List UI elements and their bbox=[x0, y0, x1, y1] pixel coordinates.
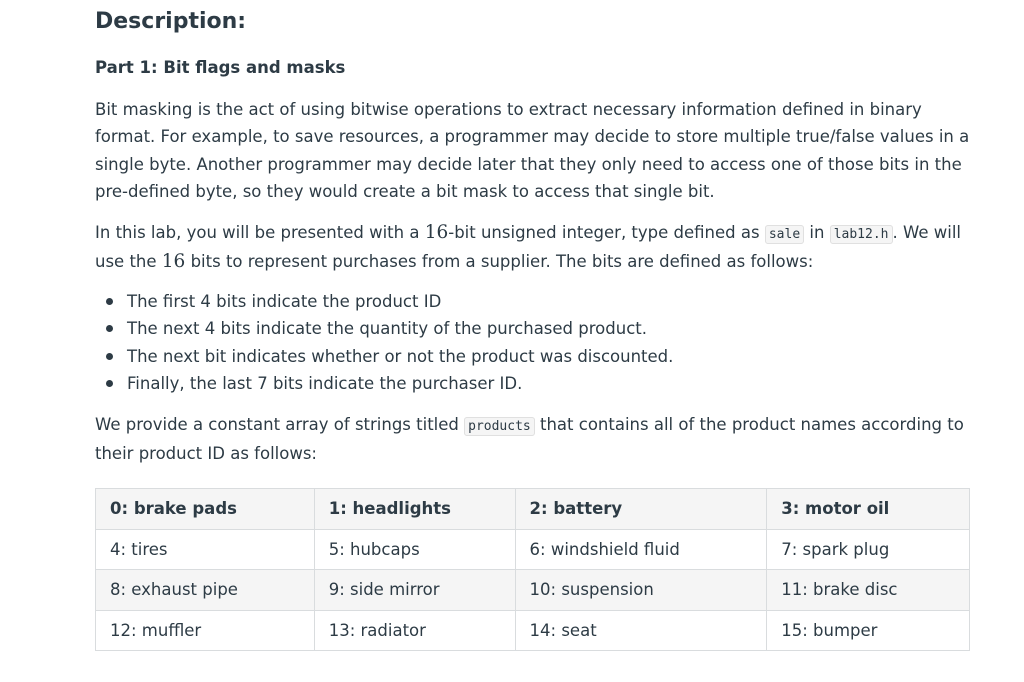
text-fragment: . We will use the bbox=[95, 223, 961, 272]
table-cell: 10: suspension bbox=[515, 570, 767, 611]
table-cell: 4: tires bbox=[96, 529, 315, 570]
list-item bbox=[95, 370, 673, 397]
text-fragment: In this lab, you will be presented with a bbox=[95, 223, 425, 242]
table-cell: 3: motor oil bbox=[767, 489, 970, 530]
list-item-text: The first 4 bits indicate the product ID bbox=[127, 292, 442, 311]
table-cell: 12: muffler bbox=[96, 610, 315, 651]
table-cell: 6: windshield fluid bbox=[515, 529, 767, 570]
list-item-text: The next 4 bits indicate the quantity of the purchased product. bbox=[127, 319, 647, 339]
section-title: Part 1: Bit flags and masks bbox=[95, 58, 346, 77]
bullet-icon bbox=[106, 298, 113, 305]
code-products: products bbox=[464, 417, 535, 436]
text-fragment: that contains all of the product names according to their product ID as follows: bbox=[95, 415, 964, 464]
table-row bbox=[96, 489, 970, 530]
table-cell: 15: bumper bbox=[767, 610, 970, 651]
list-item-text: The next bit indicates whether or not the product was discounted. bbox=[127, 346, 674, 366]
table-cell: 8: exhaust pipe bbox=[96, 570, 315, 611]
list-item bbox=[95, 315, 673, 342]
bullet-icon bbox=[106, 325, 113, 332]
math-number: 16 bbox=[424, 222, 449, 243]
table-cell: 7: spark plug bbox=[767, 529, 970, 570]
page-title: Description: bbox=[95, 9, 247, 34]
paragraph-products-intro bbox=[95, 411, 975, 468]
table-cell: 1: headlights bbox=[314, 489, 515, 530]
code-sale: sale bbox=[765, 225, 804, 244]
table-cell: 14: seat bbox=[515, 610, 767, 651]
list-item-text: Finally, the last 7 bits indicate the purchaser ID. bbox=[127, 374, 523, 394]
bit-definition-list bbox=[95, 288, 673, 398]
products-table bbox=[95, 488, 970, 651]
table-row bbox=[96, 610, 970, 651]
table-row bbox=[96, 570, 970, 611]
paragraph-bit-masking: Bit masking is the act of using bitwise operations to extract necessary information defined in binary format. For example, to save resources, a programmer may decide to store multiple true/false values in a single byte. Another programmer may decide later that they only need to access one of those bits in the pre-defined byte, so they would create a bit mask to access that single bit. bbox=[95, 100, 970, 201]
text-fragment: We provide a constant array of strings titled bbox=[95, 415, 465, 434]
text-fragment: in bbox=[804, 223, 830, 242]
bullet-icon bbox=[106, 353, 113, 360]
code-lab12-h: lab12.h bbox=[830, 225, 893, 244]
table-cell: 2: battery bbox=[515, 489, 767, 530]
paragraph-lab-intro bbox=[95, 219, 975, 276]
list-item bbox=[95, 343, 673, 370]
text-fragment: bits to represent purchases from a supplier. The bits are defined as follows: bbox=[185, 252, 814, 272]
bullet-icon bbox=[106, 380, 113, 387]
table-cell: 13: radiator bbox=[314, 610, 515, 651]
table-row bbox=[96, 529, 970, 570]
text-fragment: -bit unsigned integer, type defined as bbox=[448, 223, 765, 242]
table-cell: 9: side mirror bbox=[314, 570, 515, 611]
math-number: 16 bbox=[161, 251, 186, 273]
table-cell: 11: brake disc bbox=[767, 570, 970, 611]
table-cell: 5: hubcaps bbox=[314, 529, 515, 570]
list-item bbox=[95, 288, 673, 315]
table-cell: 0: brake pads bbox=[96, 489, 315, 530]
